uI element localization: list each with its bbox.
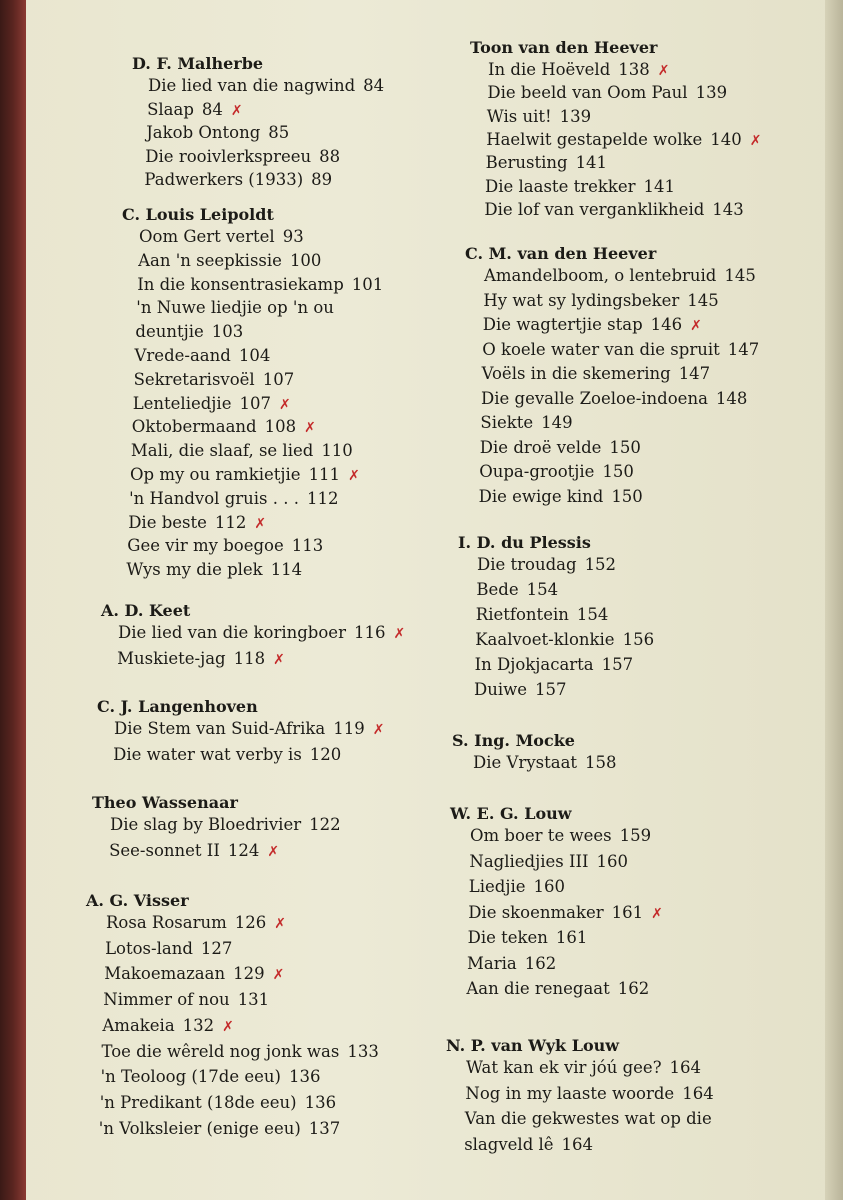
page-number: 132 [182, 1015, 215, 1035]
handwritten-tick-mark: ✗ [254, 515, 267, 532]
poem-title: Die rooivlerkspreeu [145, 146, 312, 166]
poem-entry [135, 322, 243, 341]
handwritten-tick-mark: ✗ [651, 905, 663, 922]
poem-title: Die wagtertjie stap [482, 315, 643, 334]
poem-entry [475, 630, 654, 649]
page-number: 114 [270, 560, 303, 580]
page-number: 156 [622, 630, 655, 649]
author-heading: N. P. van Wyk Louw [446, 1036, 620, 1055]
poem-entry [484, 266, 756, 285]
poem-title: Gee vir my boegoe [127, 536, 284, 556]
page-number: 136 [304, 1092, 337, 1112]
page-number: 141 [575, 153, 608, 173]
author-heading: Theo Wassenaar [92, 793, 238, 812]
poem-entry [128, 513, 266, 532]
poem-title: Nagliedjies III [469, 851, 589, 871]
poem-title: deuntjie [135, 322, 204, 342]
poem-entry [474, 680, 567, 699]
poem-entry [110, 815, 341, 834]
poem-title: Hy wat sy lydingsbeker [483, 290, 680, 310]
page-number: 148 [715, 388, 748, 408]
poem-entry [147, 100, 243, 119]
poem-title: Makoemazaan [104, 964, 226, 984]
poem-title: In Djokjacarta [474, 655, 594, 674]
poem-entry [103, 990, 269, 1009]
author-heading: A. D. Keet [101, 601, 191, 620]
poem-title: Oupa-grootjie [479, 462, 595, 481]
page-number: 113 [291, 536, 324, 556]
page-number: 147 [727, 339, 760, 359]
poem-entry [104, 964, 284, 983]
poem-title: O koele water van die spruit [482, 339, 720, 359]
page-number: 162 [524, 953, 557, 973]
poem-title: Die teken [467, 928, 548, 947]
page-number: 129 [233, 964, 265, 984]
poem-entry [137, 275, 383, 294]
poem-entry [117, 649, 285, 668]
poem-entry [102, 1016, 234, 1035]
poem-entry [468, 928, 588, 947]
poem-title: Die lof van verganklikheid [484, 199, 705, 219]
author-heading: I. D. du Plessis [458, 533, 591, 552]
poem-entry [476, 605, 609, 624]
poem-entry [146, 123, 289, 142]
poem-title: Die beeld van Oom Paul [487, 83, 688, 103]
poem-title: Lenteliedjie [132, 393, 232, 413]
page-number: 108 [264, 417, 297, 437]
poem-entry [118, 623, 405, 642]
page-number: 126 [234, 913, 267, 932]
page-number: 116 [353, 623, 386, 642]
poem-title: See-sonnet II [109, 841, 220, 860]
page-number: 159 [619, 826, 652, 845]
page-number: 85 [268, 123, 290, 142]
page-number: 119 [333, 719, 365, 738]
handwritten-tick-mark: ✗ [272, 967, 285, 984]
poem-entry [469, 852, 628, 871]
author-heading: C. Louis Leipoldt [122, 205, 274, 224]
poem-entry [145, 147, 340, 166]
page-number: 154 [526, 580, 559, 599]
poem-entry [480, 413, 572, 432]
poem-title: 'n Handvol gruis . . . [129, 488, 299, 508]
poem-entry [466, 1058, 701, 1077]
page-number: 147 [678, 364, 711, 383]
poem-title: Rosa Rosarum [106, 913, 227, 932]
page-number: 160 [596, 851, 629, 871]
page-number: 141 [643, 176, 676, 196]
handwritten-tick-mark: ✗ [278, 396, 291, 413]
page-number: 120 [309, 744, 342, 764]
poem-title: Aan 'n seepkissie [138, 250, 282, 270]
page-number: 164 [561, 1134, 594, 1154]
poem-entry [134, 370, 295, 389]
poem-title: Muskiete-jag [117, 648, 226, 668]
poem-entry [487, 83, 727, 102]
poem-entry [466, 979, 649, 998]
poem-entry [477, 555, 616, 574]
poem-entry [465, 1109, 712, 1128]
poem-title: Duiwe [474, 680, 528, 699]
poem-entry [99, 1119, 340, 1138]
page-number: 122 [309, 815, 341, 834]
poem-title: 'n Predikant (18de eeu) [99, 1092, 297, 1112]
poem-title: Die slag by Bloedrivier [110, 815, 302, 834]
poem-title: Aan die renegaat [466, 979, 610, 998]
page-number: 112 [306, 488, 339, 508]
poem-entry [473, 753, 617, 772]
author-heading: D. F. Malherbe [132, 54, 264, 73]
page-number: 110 [321, 441, 353, 461]
poem-entry [482, 340, 759, 359]
page-number: 157 [601, 655, 634, 674]
handwritten-tick-mark: ✗ [749, 132, 762, 149]
page-number: 145 [687, 290, 719, 310]
poem-entry [126, 560, 302, 579]
poem-title: Die skoenmaker [468, 902, 604, 922]
poem-entry [109, 841, 279, 860]
handwritten-tick-mark: ✗ [372, 722, 385, 738]
handwritten-tick-mark: ✗ [657, 63, 670, 79]
page-number: 150 [602, 462, 634, 481]
page-number: 160 [533, 877, 566, 896]
poem-title: slagveld lê [464, 1134, 554, 1154]
poem-title: Van die gekwestes wat op die [464, 1109, 712, 1128]
page-number: 146 [650, 315, 683, 334]
author-heading: C. J. Langenhoven [97, 697, 258, 716]
poem-title: Toe die wêreld nog jonk was [101, 1041, 340, 1061]
poem-entry [102, 1042, 379, 1061]
poem-title: 'n Volksleier (enige eeu) [98, 1118, 301, 1138]
poem-entry [100, 1093, 336, 1112]
page-number: 154 [576, 605, 609, 624]
poem-title: 'n Nuwe liedjie op 'n ou [136, 298, 334, 318]
poem-title: Vrede-aand [134, 346, 231, 365]
poem-entry [487, 107, 591, 126]
handwritten-tick-mark: ✗ [393, 626, 406, 642]
page-number: 149 [541, 413, 573, 432]
poem-title: Bede [476, 580, 519, 599]
page-number: 140 [710, 129, 742, 149]
poem-entry [479, 487, 643, 506]
handwritten-tick-mark: ✗ [690, 318, 702, 334]
poem-entry [486, 130, 761, 149]
poem-title: Wys my die plek [126, 560, 263, 580]
poem-title: Padwerkers (1933) [144, 170, 304, 189]
poem-entry [480, 438, 641, 457]
poem-entry [113, 745, 341, 764]
poem-entry [465, 1084, 713, 1103]
page-number: 136 [288, 1067, 321, 1087]
poem-entry [127, 536, 323, 555]
poem-entry [467, 954, 556, 973]
poem-title: Die laaste trekker [485, 176, 636, 196]
poem-title: Lotos-land [105, 938, 193, 958]
poem-title: Voëls in die skemering [481, 364, 671, 383]
poem-title: Die water wat verby is [113, 744, 302, 764]
author-heading: S. Ing. Mocke [452, 731, 575, 750]
poem-title: Mali, die slaaf, se lied [130, 441, 314, 461]
poem-entry [101, 1067, 321, 1086]
page-number: 104 [238, 346, 271, 365]
poem-title: Sekretarisvoël [133, 369, 255, 389]
page-number: 150 [609, 437, 641, 457]
poem-title: Nimmer of nou [103, 990, 230, 1010]
poem-entry [475, 655, 634, 674]
poem-entry [470, 826, 651, 845]
poem-title: 'n Teoloog (17de eeu) [100, 1067, 281, 1087]
poem-entry [138, 251, 321, 270]
poem-title: Oktobermaand [131, 417, 257, 437]
page-number: 152 [584, 555, 617, 574]
poem-title: Om boer te wees [470, 826, 612, 845]
poem-title: Liedjie [468, 877, 526, 896]
poem-entry [106, 913, 286, 932]
page-number: 111 [308, 465, 341, 484]
poem-title: Die lied van die nagwind [148, 76, 356, 95]
page-number: 145 [724, 266, 756, 285]
poem-entry [468, 903, 663, 922]
poem-entry [479, 462, 634, 481]
poem-entry [464, 1135, 593, 1154]
poem-title: Jakob Ontong [146, 123, 261, 142]
page-number: 157 [535, 680, 567, 699]
poem-entry [488, 60, 670, 79]
poem-entry [481, 389, 747, 408]
poem-entry [139, 227, 304, 246]
page-number: 143 [712, 199, 744, 219]
page-number: 88 [319, 146, 341, 166]
author-heading: Toon van den Heever [470, 38, 658, 57]
poem-title: Slaap [147, 99, 194, 119]
poem-entry [482, 364, 711, 383]
page-number: 164 [669, 1058, 702, 1077]
page-number: 107 [239, 393, 271, 413]
poem-entry [135, 346, 271, 365]
poem-entry [144, 170, 332, 189]
author-heading: W. E. G. Louw [450, 804, 572, 823]
page-number: 138 [618, 60, 650, 79]
page-number: 139 [559, 106, 592, 126]
handwritten-tick-mark: ✗ [304, 420, 316, 437]
book-cover-edge [0, 0, 26, 1200]
page-number: 127 [200, 938, 233, 958]
poem-entry [136, 298, 334, 317]
handwritten-tick-mark: ✗ [348, 468, 360, 484]
page-number: 131 [237, 990, 270, 1010]
page-number: 150 [611, 486, 643, 506]
page-number: 84 [201, 99, 223, 119]
handwritten-tick-mark: ✗ [274, 916, 286, 932]
poem-title: Die troudag [477, 555, 577, 574]
author-heading: A. G. Visser [86, 891, 189, 910]
poem-title: Die Vrystaat [473, 753, 578, 772]
poem-entry [484, 200, 743, 219]
poem-title: Rietfontein [475, 605, 569, 624]
poem-title: Siekte [480, 413, 534, 432]
poem-entry [131, 441, 353, 460]
poem-title: Die lied van die koringboer [118, 623, 346, 642]
page-number: 100 [289, 250, 322, 270]
page-number: 164 [682, 1083, 714, 1103]
page-number: 124 [227, 841, 260, 860]
poem-entry [486, 153, 607, 172]
handwritten-tick-mark: ✗ [222, 1018, 234, 1035]
page-number: 139 [695, 83, 728, 103]
poem-title: In die konsentrasiekamp [137, 274, 344, 294]
page-number: 118 [233, 648, 266, 668]
handwritten-tick-mark: ✗ [230, 102, 243, 119]
poem-title: Die ewige kind [478, 486, 604, 506]
poem-title: Oom Gert vertel [139, 227, 275, 246]
poem-entry [133, 394, 291, 413]
page-number: 84 [363, 76, 385, 95]
page-number: 107 [262, 369, 295, 389]
poem-entry [476, 580, 558, 599]
poem-title: Wis uit! [486, 106, 552, 126]
poem-title: Die beste [128, 512, 207, 532]
page-number: 162 [617, 979, 650, 998]
poem-entry [105, 939, 232, 958]
poem-entry [483, 291, 718, 310]
poem-entry [469, 877, 565, 896]
poem-title: Amandelboom, o lentebruid [484, 266, 717, 285]
poem-entry [114, 719, 384, 738]
poem-entry [483, 315, 702, 334]
poem-title: Die Stem van Suid-Afrika [114, 719, 326, 738]
poem-entry [148, 76, 384, 95]
poem-entry [485, 177, 675, 196]
page-number: 89 [311, 170, 333, 189]
author-heading: C. M. van den Heever [465, 244, 657, 263]
poem-title: Op my ou ramkietjie [130, 465, 301, 484]
handwritten-tick-mark: ✗ [273, 651, 285, 668]
poem-title: Amakeia [102, 1015, 175, 1035]
page-number: 161 [555, 928, 588, 947]
poem-title: Kaalvoet-klonkie [475, 630, 615, 649]
poem-entry [132, 417, 316, 436]
page-number: 112 [214, 512, 247, 532]
poem-title: Maria [467, 953, 517, 973]
page-number: 133 [347, 1041, 379, 1061]
poem-title: Die droë velde [479, 437, 602, 457]
poem-title: In die Hoëveld [488, 60, 611, 79]
page-number: 161 [611, 902, 644, 922]
page-number: 93 [282, 227, 304, 246]
poem-entry [130, 465, 360, 484]
page-number: 158 [585, 753, 617, 772]
poem-title: Nog in my laaste woorde [465, 1083, 675, 1103]
page-number: 137 [308, 1118, 341, 1138]
page-number: 103 [211, 322, 244, 342]
poem-title: Die gevalle Zoeloe-indoena [481, 388, 708, 408]
handwritten-tick-mark: ✗ [267, 844, 280, 860]
poem-title: Berusting [485, 153, 568, 173]
poem-entry [129, 489, 338, 508]
page-edge [825, 0, 843, 1200]
page-number: 101 [351, 274, 384, 294]
poem-title: Wat kan ek vir jóú gee? [466, 1058, 662, 1077]
poem-title: Haelwit gestapelde wolke [486, 129, 703, 149]
